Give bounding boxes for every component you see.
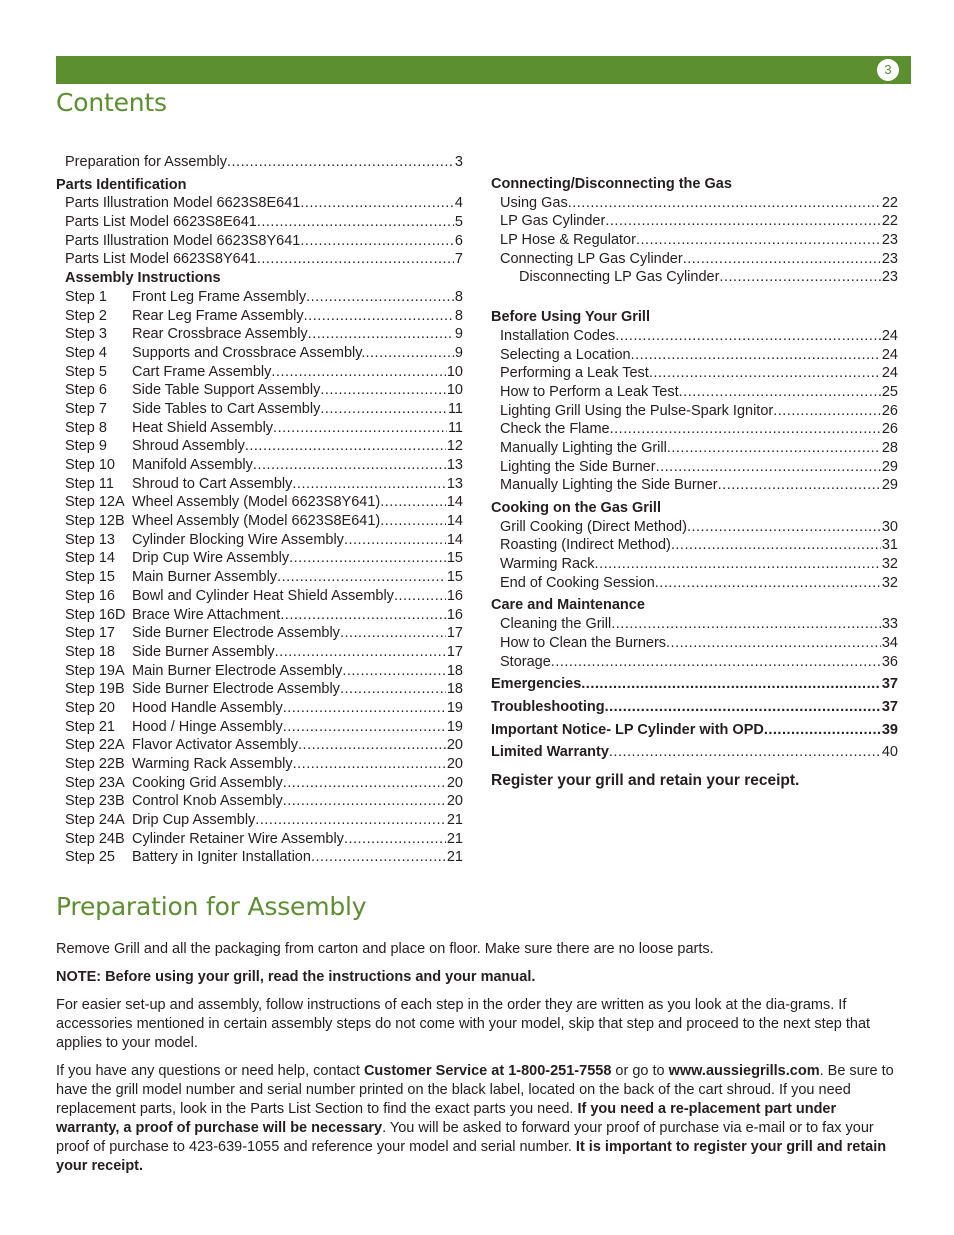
toc-section-heading: Parts Identification bbox=[56, 176, 187, 193]
toc-page-number: 23 bbox=[881, 269, 898, 286]
toc-step-number: Step 11 bbox=[65, 475, 114, 492]
toc-entry[interactable] bbox=[56, 153, 463, 172]
customer-service-phone: Customer Service at 1-800-251-7558 bbox=[363, 1063, 612, 1079]
toc-page-number: 13 bbox=[446, 475, 463, 492]
toc-entry-label: Cooking Grid Assembly bbox=[132, 774, 283, 791]
toc-entry-label: Main Burner Assembly bbox=[132, 569, 278, 586]
toc-entry-label: Brace Wire Attachment bbox=[132, 606, 281, 623]
toc-leader-dots bbox=[394, 587, 446, 606]
toc-leader-dots bbox=[344, 830, 446, 849]
toc-entry-label: Side Burner Assembly bbox=[132, 643, 275, 660]
toc-page-number: 30 bbox=[881, 518, 898, 535]
toc-page-number: 33 bbox=[881, 616, 898, 633]
toc-page-number: 20 bbox=[446, 737, 463, 754]
contents-title: Contents bbox=[56, 88, 167, 117]
toc-step-number: Step 17 bbox=[65, 625, 115, 642]
toc-page-number: 4 bbox=[454, 195, 463, 212]
toc-entry[interactable] bbox=[56, 830, 463, 849]
toc-entry-label: Supports and Crossbrace Assembly. bbox=[132, 344, 366, 361]
toc-leader-dots bbox=[289, 549, 446, 568]
toc-leader-dots bbox=[656, 458, 881, 477]
toc-leader-dots bbox=[568, 194, 881, 213]
prep-note: NOTE: Before using your grill, read the instructions and your manual. bbox=[56, 969, 536, 985]
toc-page-number: 3 bbox=[454, 154, 463, 170]
toc-entry-label: How to Clean the Burners bbox=[500, 634, 667, 651]
toc-page-number: 10 bbox=[446, 363, 463, 380]
toc-entry-label: Lighting Grill Using the Pulse-Spark Ignitor bbox=[500, 402, 774, 419]
toc-page-number: 9 bbox=[454, 344, 463, 361]
toc-leader-dots bbox=[292, 475, 445, 494]
toc-step-number: Step 6 bbox=[65, 382, 107, 399]
toc-leader-dots bbox=[340, 680, 446, 699]
toc-entry[interactable] bbox=[56, 437, 463, 456]
toc-page-number: 29 bbox=[881, 477, 898, 494]
toc-leader-dots bbox=[666, 634, 881, 653]
toc-step-number: Step 8 bbox=[65, 419, 107, 436]
toc-entry[interactable] bbox=[56, 194, 463, 213]
toc-entry-label: LP Gas Cylinder bbox=[500, 213, 606, 230]
prep-paragraph: For easier set-up and assembly, follow instructions of each step in the order they are written as you look at the dia-grams. If accessories mentioned in certain assembly steps do not come with your model, skip that step and proceed to the next step that applies to your model. bbox=[56, 997, 871, 1051]
toc-page-number: 21 bbox=[446, 849, 463, 866]
toc-step-number: Step 24A bbox=[65, 812, 125, 829]
toc-entry[interactable] bbox=[491, 402, 898, 421]
toc-entry[interactable] bbox=[491, 634, 898, 653]
toc-entry-label: Disconnecting LP Gas Cylinder bbox=[519, 269, 720, 286]
toc-entry-label: Side Tables to Cart Assembly bbox=[132, 400, 321, 417]
toc-entry-label: Drip Cup Wire Assembly bbox=[132, 550, 290, 567]
toc-entry-label: End of Cooking Session bbox=[500, 574, 655, 591]
toc-step-number: Step 23B bbox=[65, 793, 125, 810]
register-note: Register your grill and retain your receipt. bbox=[491, 771, 800, 789]
toc-entry-label: Installation Codes bbox=[500, 327, 616, 344]
toc-section-heading: Cooking on the Gas Grill bbox=[491, 500, 661, 516]
toc-entry-label: Roasting (Indirect Method) bbox=[500, 537, 671, 554]
toc-entry[interactable] bbox=[491, 268, 898, 287]
toc-entry-label: Parts List Model 6623S8Y641 bbox=[65, 251, 257, 268]
header-bar bbox=[56, 56, 911, 84]
toc-step-number: Step 21 bbox=[65, 718, 115, 735]
toc-step-number: Step 18 bbox=[65, 643, 115, 660]
toc-page-number: 8 bbox=[454, 288, 463, 305]
toc-entry[interactable] bbox=[56, 288, 463, 307]
toc-leader-dots bbox=[277, 568, 446, 587]
toc-page-number: 6 bbox=[454, 232, 463, 249]
toc-entry[interactable] bbox=[56, 512, 463, 531]
toc-entry[interactable] bbox=[56, 419, 463, 438]
toc-page-number: 11 bbox=[447, 400, 463, 417]
toc-leader-dots bbox=[551, 653, 881, 672]
toc-page-number: 37 bbox=[881, 698, 898, 715]
toc-entry-label: Important Notice- LP Cylinder with OPD bbox=[491, 721, 764, 738]
toc-page-number: 23 bbox=[881, 232, 898, 249]
toc-leader-dots bbox=[649, 364, 881, 383]
toc-entry-label: Heat Shield Assembly bbox=[132, 419, 274, 436]
toc-leader-dots bbox=[271, 363, 445, 382]
toc-entry[interactable] bbox=[491, 458, 898, 477]
toc-leader-dots bbox=[308, 325, 454, 344]
toc-page-number: 21 bbox=[446, 830, 463, 847]
toc-page-number: 22 bbox=[881, 213, 898, 230]
toc-section-heading: Before Using Your Grill bbox=[491, 309, 650, 326]
toc-entry-label: Preparation for Assembly bbox=[65, 154, 227, 170]
toc-page-number: 26 bbox=[881, 421, 898, 438]
toc-step-number: Step 16D bbox=[65, 606, 126, 623]
toc-entry-label: Control Knob Assembly bbox=[132, 793, 283, 810]
toc-page-number: 39 bbox=[881, 721, 898, 738]
toc-page-number: 11 bbox=[447, 419, 463, 436]
toc-entry-label: Selecting a Location bbox=[500, 346, 631, 363]
toc-entry-label: Manifold Assembly bbox=[132, 457, 253, 473]
toc-page-number: 9 bbox=[454, 326, 463, 343]
toc-leader-dots bbox=[300, 232, 454, 251]
toc-leader-dots bbox=[719, 268, 880, 287]
toc-entry[interactable] bbox=[56, 606, 463, 625]
toc-right-column bbox=[491, 175, 898, 790]
toc-entry[interactable] bbox=[56, 643, 463, 662]
toc-entry[interactable] bbox=[491, 518, 898, 537]
toc-entry-label: Using Gas bbox=[500, 194, 568, 211]
toc-leader-dots bbox=[655, 574, 881, 593]
toc-spacer bbox=[491, 287, 898, 308]
toc-entry-label: Shroud to Cart Assembly bbox=[132, 475, 293, 492]
toc-leader-dots bbox=[595, 555, 881, 574]
toc-leader-dots bbox=[605, 212, 881, 231]
toc-entry[interactable] bbox=[56, 400, 463, 419]
toc-entry-label: Rear Crossbrace Assembly bbox=[132, 326, 308, 343]
toc-page-number: 24 bbox=[881, 346, 898, 363]
toc-entry-label: Bowl and Cylinder Heat Shield Assembly bbox=[132, 587, 394, 604]
toc-entry[interactable] bbox=[56, 587, 463, 606]
toc-entry-label: Grill Cooking (Direct Method) bbox=[500, 518, 687, 535]
toc-entry[interactable] bbox=[491, 743, 898, 762]
toc-leader-dots bbox=[667, 439, 881, 458]
preparation-body bbox=[56, 940, 900, 1185]
toc-entry[interactable] bbox=[491, 555, 898, 574]
toc-entry[interactable] bbox=[56, 213, 463, 232]
toc-entry[interactable] bbox=[56, 736, 463, 755]
toc-page-number: 28 bbox=[881, 439, 898, 456]
toc-entry-label: Drip Cup Assembly bbox=[132, 812, 256, 829]
toc-step-number: Step 25 bbox=[65, 849, 115, 866]
toc-entry[interactable] bbox=[56, 344, 463, 363]
toc-entry-label: Side Burner Electrode Assembly bbox=[132, 681, 340, 698]
toc-leader-dots bbox=[380, 512, 446, 531]
toc-page-number: 36 bbox=[881, 653, 898, 670]
toc-step-number: Step 24B bbox=[65, 830, 125, 847]
toc-entry[interactable] bbox=[56, 475, 463, 494]
website-link[interactable]: www.aussiegrills.com bbox=[668, 1063, 820, 1079]
toc-page-number: 17 bbox=[446, 643, 463, 660]
toc-page-number: 19 bbox=[446, 718, 463, 735]
toc-page-number: 34 bbox=[881, 634, 898, 651]
toc-leader-dots bbox=[280, 606, 446, 625]
toc-step-number: Step 19A bbox=[65, 662, 125, 679]
toc-leader-dots bbox=[283, 699, 446, 718]
toc-leader-dots bbox=[380, 493, 446, 512]
toc-entry[interactable] bbox=[56, 325, 463, 344]
toc-entry-label: Parts List Model 6623S8E641 bbox=[65, 214, 257, 231]
toc-leader-dots bbox=[631, 346, 881, 365]
toc-step-number: Step 10 bbox=[65, 457, 115, 473]
toc-page-number: 12 bbox=[446, 438, 463, 455]
toc-leader-dots bbox=[581, 675, 881, 694]
toc-entry[interactable] bbox=[491, 212, 898, 231]
toc-entry[interactable] bbox=[56, 493, 463, 512]
toc-entry[interactable] bbox=[491, 439, 898, 458]
toc-page-number: 17 bbox=[446, 625, 463, 642]
toc-entry[interactable] bbox=[56, 456, 463, 475]
toc-entry[interactable] bbox=[491, 615, 898, 634]
toc-step-number: Step 15 bbox=[65, 569, 115, 586]
toc-leader-dots bbox=[300, 194, 454, 213]
toc-leader-dots bbox=[610, 420, 881, 439]
toc-entry[interactable] bbox=[56, 307, 463, 326]
toc-entry-label: Main Burner Electrode Assembly bbox=[132, 662, 343, 679]
toc-page-number: 29 bbox=[881, 458, 898, 475]
toc-leader-dots bbox=[275, 643, 446, 662]
toc-page-number: 8 bbox=[454, 307, 463, 324]
toc-entry-label: Flavor Activator Assembly bbox=[132, 737, 298, 754]
toc-step-number: Step 7 bbox=[65, 400, 107, 417]
toc-entry-label: Connecting LP Gas Cylinder bbox=[500, 250, 683, 267]
toc-leader-dots bbox=[718, 476, 881, 495]
toc-entry-label: Front Leg Frame Assembly bbox=[132, 288, 307, 305]
toc-page-number: 19 bbox=[446, 699, 463, 716]
toc-entry-label: Troubleshooting bbox=[491, 698, 605, 715]
toc-entry[interactable] bbox=[56, 624, 463, 643]
toc-entry[interactable] bbox=[491, 574, 898, 593]
toc-entry-label: Warming Rack bbox=[500, 556, 595, 573]
toc-entry[interactable] bbox=[491, 383, 898, 402]
toc-section-heading: Care and Maintenance bbox=[491, 597, 645, 614]
toc-leader-dots bbox=[615, 327, 881, 346]
toc-page-number: 14 bbox=[446, 494, 463, 511]
toc-entry[interactable] bbox=[56, 680, 463, 699]
toc-page-number: 13 bbox=[446, 457, 463, 473]
toc-leader-dots bbox=[273, 419, 447, 438]
toc-page-number: 25 bbox=[881, 383, 898, 400]
toc-page-number: 32 bbox=[881, 556, 898, 573]
toc-step-number: Step 3 bbox=[65, 326, 107, 343]
toc-entry[interactable] bbox=[56, 232, 463, 251]
toc-leader-dots bbox=[245, 437, 446, 456]
toc-leader-dots bbox=[342, 662, 446, 681]
toc-page-number: 40 bbox=[881, 744, 898, 761]
toc-page-number: 14 bbox=[446, 531, 463, 548]
toc-page-number: 24 bbox=[881, 327, 898, 344]
toc-leader-dots bbox=[257, 250, 454, 269]
toc-page-number: 18 bbox=[446, 681, 463, 698]
toc-page-number: 5 bbox=[454, 214, 463, 231]
toc-leader-dots bbox=[320, 381, 446, 400]
toc-step-number: Step 2 bbox=[65, 307, 107, 324]
toc-page-number: 22 bbox=[881, 194, 898, 211]
toc-leader-dots bbox=[687, 518, 881, 537]
toc-entry-label: Wheel Assembly (Model 6623S8Y641) bbox=[132, 494, 381, 511]
toc-step-number: Step 22B bbox=[65, 756, 125, 772]
prep-paragraph: Remove Grill and all the packaging from carton and place on floor. Make sure there are no loose parts. bbox=[56, 941, 714, 957]
toc-leader-dots bbox=[773, 402, 881, 421]
toc-page-number: 37 bbox=[881, 676, 898, 693]
toc-leader-dots bbox=[283, 774, 446, 793]
toc-leader-dots bbox=[671, 536, 881, 555]
toc-page-number: 20 bbox=[446, 774, 463, 791]
toc-entry-label: Shroud Assembly bbox=[132, 438, 245, 455]
toc-leader-dots bbox=[257, 213, 454, 232]
toc-step-number: Step 4 bbox=[65, 344, 107, 361]
toc-entry-label: Side Table Support Assembly bbox=[132, 382, 321, 399]
toc-entry-label: Side Burner Electrode Assembly bbox=[132, 625, 340, 642]
toc-entry[interactable] bbox=[491, 420, 898, 439]
toc-leader-dots bbox=[227, 153, 454, 172]
toc-step-number: Step 12B bbox=[65, 513, 125, 530]
toc-leader-dots bbox=[311, 848, 446, 867]
toc-entry-label: Hood Handle Assembly bbox=[132, 699, 283, 716]
toc-entry[interactable] bbox=[56, 792, 463, 811]
toc-entry-label: Lighting the Side Burner bbox=[500, 458, 656, 475]
toc-entry[interactable] bbox=[491, 250, 898, 269]
toc-entry[interactable] bbox=[56, 363, 463, 382]
toc-leader-dots bbox=[304, 307, 454, 326]
toc-step-number: Step 1 bbox=[65, 288, 107, 305]
toc-page-number: 18 bbox=[446, 662, 463, 679]
toc-leader-dots bbox=[605, 698, 881, 717]
toc-step-number: Step 14 bbox=[65, 550, 115, 567]
toc-entry[interactable] bbox=[56, 755, 463, 774]
toc-page-number: 24 bbox=[881, 365, 898, 382]
toc-entry[interactable] bbox=[491, 653, 898, 672]
toc-step-number: Step 13 bbox=[65, 531, 115, 548]
toc-entry-label: Parts Illustration Model 6623S8Y641 bbox=[65, 232, 301, 249]
toc-entry[interactable] bbox=[491, 327, 898, 346]
toc-entry-label: Battery in Igniter Installation bbox=[132, 849, 311, 866]
toc-entry[interactable] bbox=[56, 699, 463, 718]
toc-entry[interactable] bbox=[56, 381, 463, 400]
toc-step-number: Step 22A bbox=[65, 737, 125, 754]
toc-leader-dots bbox=[365, 344, 453, 363]
toc-entry[interactable] bbox=[491, 364, 898, 383]
toc-entry[interactable] bbox=[491, 675, 898, 694]
toc-leader-dots bbox=[340, 624, 446, 643]
toc-section-heading: Assembly Instructions bbox=[65, 270, 221, 287]
toc-leader-dots bbox=[636, 231, 881, 250]
toc-entry[interactable] bbox=[56, 718, 463, 737]
toc-section-heading: Connecting/Disconnecting the Gas bbox=[491, 176, 732, 192]
toc-step-number: Step 9 bbox=[65, 438, 107, 455]
toc-entry-label: Cart Frame Assembly bbox=[132, 363, 272, 380]
toc-entry-label: Cylinder Retainer Wire Assembly bbox=[132, 830, 344, 847]
toc-entry[interactable] bbox=[56, 662, 463, 681]
toc-leader-dots bbox=[344, 531, 446, 550]
toc-leader-dots bbox=[609, 743, 881, 762]
toc-entry-label: Check the Flame bbox=[500, 421, 610, 438]
toc-entry[interactable] bbox=[56, 848, 463, 867]
toc-page-number: 20 bbox=[446, 756, 463, 772]
toc-step-number: Step 23A bbox=[65, 774, 125, 791]
toc-entry-label: Parts Illustration Model 6623S8E641 bbox=[65, 195, 301, 212]
toc-leader-dots bbox=[255, 811, 446, 830]
toc-step-number: Step 20 bbox=[65, 699, 115, 716]
toc-page-number: 23 bbox=[881, 250, 898, 267]
toc-leader-dots bbox=[679, 383, 881, 402]
toc-leader-dots bbox=[306, 288, 454, 307]
toc-page-number: 15 bbox=[446, 569, 463, 586]
toc-entry-label: Performing a Leak Test bbox=[500, 365, 649, 382]
toc-page-number: 15 bbox=[446, 550, 463, 567]
toc-entry[interactable] bbox=[491, 476, 898, 495]
toc-page-number: 16 bbox=[446, 606, 463, 623]
toc-entry[interactable] bbox=[56, 531, 463, 550]
toc-entry[interactable] bbox=[56, 811, 463, 830]
toc-entry[interactable] bbox=[56, 774, 463, 793]
prep-contact-paragraph: If you have any questions or need help, contact Customer Service at 1-800-251-7558 or go to www.aussiegrills.com. Be sure to have the grill model number and serial number printed on the black label, located on the back of the cart shroud. If you need replacement parts, look in the Parts List Section to find the exact parts you need. If you need a re-placement part under warranty, a proof of purchase will be necessary. You will be asked to forward your proof of purchase via e-mail or to fax your proof of purchase to 423-639-1055 and reference your model and serial number. It is important to register your grill and retain your receipt. bbox=[56, 1063, 894, 1174]
toc-leader-dots bbox=[298, 736, 446, 755]
toc-page-number: 21 bbox=[446, 812, 463, 829]
preparation-title: Preparation for Assembly bbox=[56, 892, 367, 921]
toc-step-number: Step 12A bbox=[65, 494, 125, 511]
toc-entry[interactable] bbox=[56, 250, 463, 269]
toc-entry-label: Emergencies bbox=[491, 676, 582, 693]
toc-page-number: 20 bbox=[446, 793, 463, 810]
toc-leader-dots bbox=[293, 755, 446, 774]
toc-entry-label: Manually Lighting the Side Burner bbox=[500, 477, 718, 494]
toc-entry[interactable] bbox=[491, 194, 898, 213]
toc-page-number: 7 bbox=[454, 251, 463, 268]
toc-entry[interactable] bbox=[56, 568, 463, 587]
toc-entry[interactable] bbox=[491, 698, 898, 717]
toc-leader-dots bbox=[283, 718, 446, 737]
toc-leader-dots bbox=[253, 456, 446, 475]
toc-step-number: Step 5 bbox=[65, 363, 107, 380]
toc-leader-dots bbox=[283, 792, 446, 811]
toc-entry[interactable] bbox=[56, 549, 463, 568]
toc-entry-label: Hood / Hinge Assembly bbox=[132, 718, 283, 735]
toc-leader-dots bbox=[611, 615, 881, 634]
toc-step-number: Step 19B bbox=[65, 681, 125, 698]
toc-entry-label: Wheel Assembly (Model 6623S8E641) bbox=[132, 513, 381, 530]
toc-entry-label: Storage bbox=[500, 653, 551, 670]
toc-entry[interactable] bbox=[491, 231, 898, 250]
toc-leader-dots bbox=[764, 721, 881, 740]
toc-leader-dots bbox=[683, 250, 881, 269]
toc-page-number: 10 bbox=[446, 382, 463, 399]
toc-entry[interactable] bbox=[491, 721, 898, 740]
toc-entry[interactable] bbox=[491, 346, 898, 365]
toc-left-column bbox=[56, 153, 463, 867]
toc-leader-dots bbox=[320, 400, 447, 419]
toc-entry-label: LP Hose & Regulator bbox=[500, 232, 636, 249]
toc-page-number: 31 bbox=[881, 537, 898, 554]
page-number: 3 bbox=[877, 59, 899, 81]
toc-page-number: 26 bbox=[881, 402, 898, 419]
toc-entry-label: Limited Warranty bbox=[491, 744, 609, 761]
toc-entry-label: Warming Rack Assembly bbox=[132, 756, 293, 772]
toc-entry-label: Cylinder Blocking Wire Assembly bbox=[132, 531, 344, 548]
toc-page-number: 16 bbox=[446, 587, 463, 604]
toc-entry-label: Rear Leg Frame Assembly bbox=[132, 307, 304, 324]
toc-page-number: 14 bbox=[446, 513, 463, 530]
toc-page-number: 32 bbox=[881, 574, 898, 591]
toc-entry[interactable] bbox=[491, 536, 898, 555]
toc-step-number: Step 16 bbox=[65, 587, 115, 604]
toc-entry-label: How to Perform a Leak Test bbox=[500, 383, 679, 400]
toc-entry-label: Cleaning the Grill bbox=[500, 616, 612, 633]
toc-entry-label: Manually Lighting the Grill bbox=[500, 439, 667, 456]
